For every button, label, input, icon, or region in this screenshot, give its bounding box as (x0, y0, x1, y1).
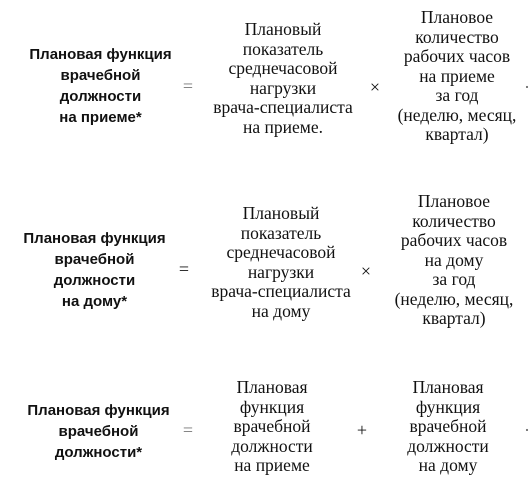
formula-2-term-1: Плановый показатель среднечасовой нагрузки врача-специалиста на дому (211, 203, 351, 321)
formula-1-lhs: Плановая функция врачебной должности на приеме* (29, 46, 172, 126)
formula-3-equals-sign: = (182, 420, 194, 440)
formula-2-term-2: Плановое количество рабочих часов на дому за год (неделю, месяц, квартал) (394, 191, 514, 328)
formula-1-multiply-sign: × (369, 77, 381, 97)
formula-1-cut-off-symbol: · (524, 77, 530, 97)
formula-3-plus-sign: + (356, 420, 368, 440)
formula-2-multiply-sign: × (360, 261, 372, 281)
formula-3-term-1: Плановая функция врачебной должности на приеме (231, 377, 313, 475)
formula-3-term-2: Плановая функция врачебной должности на дому (407, 377, 489, 475)
formula-3-lhs: Плановая функция врачебной должности* (27, 402, 170, 461)
formula-3-cut-off-symbol: · (524, 420, 530, 440)
formula-2-lhs: Плановая функция врачебной должности на дому* (23, 230, 166, 310)
formula-1-equals-sign: = (182, 76, 194, 96)
formula-1-term-2: Плановое количество рабочих часов на приеме за год (неделю, месяц, квартал) (397, 7, 517, 144)
formula-1-term-1: Плановый показатель среднечасовой нагрузки врача-специалиста на приеме. (213, 19, 353, 137)
formula-2-equals-sign: = (178, 259, 190, 279)
